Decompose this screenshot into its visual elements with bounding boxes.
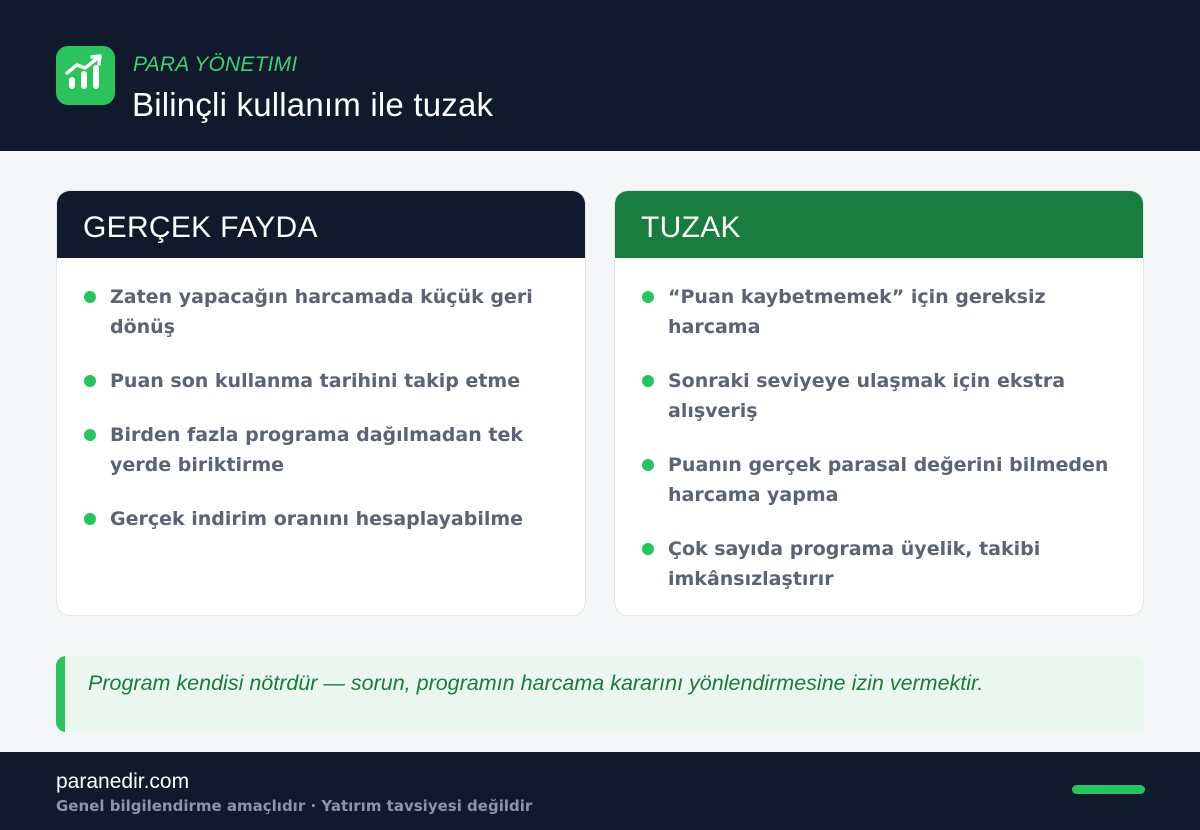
benefit-card bbox=[56, 190, 586, 616]
header bbox=[0, 0, 1200, 151]
section-eyebrow: PARA YÖNETIMI bbox=[133, 53, 298, 76]
growth-chart-icon bbox=[56, 46, 115, 105]
benefit-item bbox=[83, 504, 561, 534]
page-title: Bilinçli kullanım ile tuzak bbox=[132, 86, 494, 123]
trap-list bbox=[615, 258, 1143, 594]
bullet-dot-icon bbox=[642, 291, 654, 303]
trap-item bbox=[641, 282, 1119, 342]
bullet-dot-icon bbox=[642, 459, 654, 471]
trap-item bbox=[641, 450, 1119, 510]
disclaimer-text: Genel bilgilendirme amaçlıdır · Yatırım tavsiyesi değildir bbox=[56, 797, 533, 815]
trap-card-title: TUZAK bbox=[615, 191, 1143, 258]
trap-item-text: “Puan kaybetmemek” için gereksiz harcama bbox=[668, 286, 1046, 338]
footer-accent-line bbox=[1072, 785, 1145, 794]
bullet-dot-icon bbox=[84, 429, 96, 441]
benefit-item-text: Puan son kullanma tarihini takip etme bbox=[110, 370, 521, 392]
benefit-list bbox=[57, 258, 585, 534]
callout-note bbox=[56, 656, 1144, 732]
callout-accent-bar bbox=[56, 656, 65, 732]
trap-item-text: Çok sayıda programa üyelik, takibi imkânsızlaştırır bbox=[668, 538, 1041, 590]
benefit-item bbox=[83, 366, 561, 396]
benefit-item bbox=[83, 420, 561, 480]
bullet-dot-icon bbox=[84, 375, 96, 387]
benefit-item bbox=[83, 282, 561, 342]
bullet-dot-icon bbox=[84, 291, 96, 303]
callout-text: Program kendisi nötrdür — sorun, programın harcama kararını yönlendirmesine izin vermektir. bbox=[88, 671, 984, 695]
trap-item bbox=[641, 534, 1119, 594]
trap-item-text: Puanın gerçek parasal değerini bilmeden harcama yapma bbox=[668, 454, 1109, 506]
benefit-card-title: GERÇEK FAYDA bbox=[57, 191, 585, 258]
benefit-item-text: Zaten yapacağın harcamada küçük geri dönüş bbox=[110, 286, 533, 338]
benefit-item-text: Birden fazla programa dağılmadan tek yerde biriktirme bbox=[110, 424, 523, 476]
benefit-item-text: Gerçek indirim oranını hesaplayabilme bbox=[110, 508, 524, 530]
bullet-dot-icon bbox=[642, 543, 654, 555]
bullet-dot-icon bbox=[642, 375, 654, 387]
trap-item-text: Sonraki seviyeye ulaşmak için ekstra alışveriş bbox=[668, 370, 1066, 422]
bullet-dot-icon bbox=[84, 513, 96, 525]
site-name: paranedir.com bbox=[56, 770, 190, 793]
footer bbox=[0, 752, 1200, 830]
trap-item bbox=[641, 366, 1119, 426]
trap-card bbox=[614, 190, 1144, 616]
